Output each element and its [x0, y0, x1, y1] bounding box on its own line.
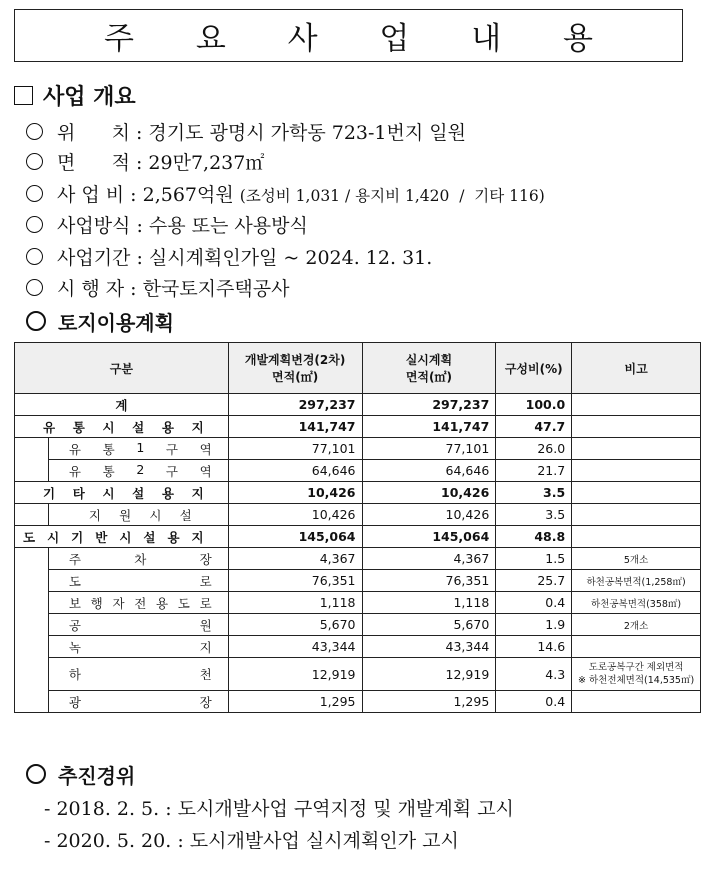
group-remark	[572, 416, 701, 438]
header-category: 구분	[15, 343, 229, 394]
period-line	[26, 243, 432, 270]
progress-item: - 2018. 2. 5. : 도시개발사업 구역지정 및 개발계획 고시	[44, 798, 514, 820]
item-remark: 도로공복구간 제외면적 ※ 하천전체면적(14,535㎡)	[572, 658, 701, 691]
item-label: 유 통 2 구 역	[48, 460, 228, 482]
item-ratio: 0.4	[496, 592, 572, 614]
table-row	[15, 548, 701, 570]
location-text: 위 치 : 경기도 광명시 가학동 723-1번지 일원	[57, 122, 466, 144]
area-line	[26, 148, 264, 175]
item-ratio: 1.5	[496, 548, 572, 570]
item-remark: 하천공복면적(1,258㎡)	[572, 570, 701, 592]
cost-line	[26, 180, 545, 207]
table-group-row	[15, 482, 701, 504]
item-plan: 76,351	[228, 570, 362, 592]
cost-detail-text: (조성비 1,031 / 용지비 1,420 / 기타 116)	[239, 187, 545, 205]
table-row	[15, 592, 701, 614]
method-line	[26, 211, 308, 238]
overview-heading-text: 사업 개요	[43, 85, 136, 110]
item-label: 보 행 자 전 용 도 로	[48, 592, 228, 614]
item-exec: 64,646	[362, 460, 496, 482]
item-label: 공 원	[48, 614, 228, 636]
item-ratio: 25.7	[496, 570, 572, 592]
item-plan: 10,426	[228, 504, 362, 526]
table-row	[15, 438, 701, 460]
header-plan-area	[228, 343, 362, 394]
item-ratio: 26.0	[496, 438, 572, 460]
group-plan: 141,747	[228, 416, 362, 438]
item-plan: 1,295	[228, 691, 362, 713]
area-text: 면 적 : 29만7,237㎡	[57, 152, 265, 174]
page-title: 주 요 사 업 내 용	[104, 21, 619, 57]
item-plan: 43,344	[228, 636, 362, 658]
land-use-heading-text: 토지이용계획	[58, 311, 174, 335]
item-exec: 1,295	[362, 691, 496, 713]
group-exec: 145,064	[362, 526, 496, 548]
group-label: 유 통 시 설 용 지	[43, 419, 204, 435]
page-title-box	[14, 9, 683, 62]
item-ratio: 4.3	[496, 658, 572, 691]
square-bullet-icon	[14, 86, 33, 105]
table-row	[15, 636, 701, 658]
item-ratio: 3.5	[496, 504, 572, 526]
progress-heading-text: 추진경위	[58, 764, 136, 788]
group-plan: 10,426	[228, 482, 362, 504]
circle-bullet-icon	[26, 216, 43, 233]
item-ratio: 1.9	[496, 614, 572, 636]
item-exec: 12,919	[362, 658, 496, 691]
item-exec: 10,426	[362, 504, 496, 526]
header-exec-line2: 면적(㎡)	[405, 370, 452, 384]
item-plan: 77,101	[228, 438, 362, 460]
header-exec-area	[362, 343, 496, 394]
operator-line	[26, 274, 289, 301]
header-remark: 비고	[572, 343, 701, 394]
total-ratio: 100.0	[496, 394, 572, 416]
location-line	[26, 118, 466, 145]
group-ratio: 47.7	[496, 416, 572, 438]
group-plan: 145,064	[228, 526, 362, 548]
group-label: 도 시 기 반 시 설 용 지	[23, 529, 204, 545]
circle-bullet-icon	[26, 764, 46, 784]
table-group-row	[15, 416, 701, 438]
item-label: 유 통 1 구 역	[48, 438, 228, 460]
circle-bullet-icon	[26, 123, 43, 140]
operator-text: 시 행 자 : 한국토지주택공사	[57, 278, 290, 300]
land-use-table	[14, 342, 701, 713]
table-total-row	[15, 394, 701, 416]
total-exec: 297,237	[362, 394, 496, 416]
item-remark	[572, 438, 701, 460]
item-exec: 77,101	[362, 438, 496, 460]
item-label: 하 천	[48, 658, 228, 691]
group-ratio: 3.5	[496, 482, 572, 504]
table-row	[15, 691, 701, 713]
item-exec: 4,367	[362, 548, 496, 570]
circle-bullet-icon	[26, 185, 43, 202]
group-label: 기 타 시 설 용 지	[43, 485, 204, 501]
item-remark: 2개소	[572, 614, 701, 636]
group-remark	[572, 482, 701, 504]
item-remark: 5개소	[572, 548, 701, 570]
total-label: 계	[15, 394, 229, 416]
item-exec: 76,351	[362, 570, 496, 592]
item-label: 주 차 장	[48, 548, 228, 570]
total-plan: 297,237	[228, 394, 362, 416]
item-exec: 1,118	[362, 592, 496, 614]
period-text: 사업기간 : 실시계획인가일 ~ 2024. 12. 31.	[57, 247, 433, 269]
item-ratio: 0.4	[496, 691, 572, 713]
table-header-row	[15, 343, 701, 394]
circle-bullet-icon	[26, 153, 43, 170]
item-plan: 1,118	[228, 592, 362, 614]
item-remark: 하천공복면적(358㎡)	[572, 592, 701, 614]
header-plan-line2: 면적(㎡)	[272, 370, 319, 384]
item-label: 도 로	[48, 570, 228, 592]
table-row	[15, 460, 701, 482]
item-ratio: 14.6	[496, 636, 572, 658]
item-exec: 43,344	[362, 636, 496, 658]
table-row	[15, 658, 701, 691]
group-ratio: 48.8	[496, 526, 572, 548]
header-plan-line1: 개발계획변경(2차)	[244, 353, 346, 367]
group-exec: 141,747	[362, 416, 496, 438]
item-plan: 5,670	[228, 614, 362, 636]
circle-bullet-icon	[26, 279, 43, 296]
table-row	[15, 614, 701, 636]
item-remark	[572, 636, 701, 658]
item-remark	[572, 460, 701, 482]
header-ratio: 구성비(%)	[496, 343, 572, 394]
item-ratio: 21.7	[496, 460, 572, 482]
item-label: 녹 지	[48, 636, 228, 658]
method-text: 사업방식 : 수용 또는 사용방식	[57, 215, 308, 237]
group-remark	[572, 526, 701, 548]
item-label: 광 장	[48, 691, 228, 713]
table-row	[15, 570, 701, 592]
item-label: 지 원 시 설	[48, 504, 228, 526]
land-use-heading	[26, 307, 174, 336]
group-exec: 10,426	[362, 482, 496, 504]
cost-main-text: 사 업 비 : 2,567억원	[57, 184, 234, 206]
progress-item: - 2020. 5. 20. : 도시개발사업 실시계획인가 고시	[44, 830, 459, 852]
overview-heading	[14, 80, 136, 111]
total-remark	[572, 394, 701, 416]
header-exec-line1: 실시계획	[405, 353, 453, 367]
item-remark	[572, 691, 701, 713]
circle-bullet-icon	[26, 248, 43, 265]
item-remark	[572, 504, 701, 526]
circle-bullet-icon	[26, 311, 46, 331]
item-plan: 64,646	[228, 460, 362, 482]
table-row	[15, 504, 701, 526]
item-plan: 4,367	[228, 548, 362, 570]
table-group-row	[15, 526, 701, 548]
item-exec: 5,670	[362, 614, 496, 636]
progress-heading	[26, 760, 135, 789]
item-plan: 12,919	[228, 658, 362, 691]
